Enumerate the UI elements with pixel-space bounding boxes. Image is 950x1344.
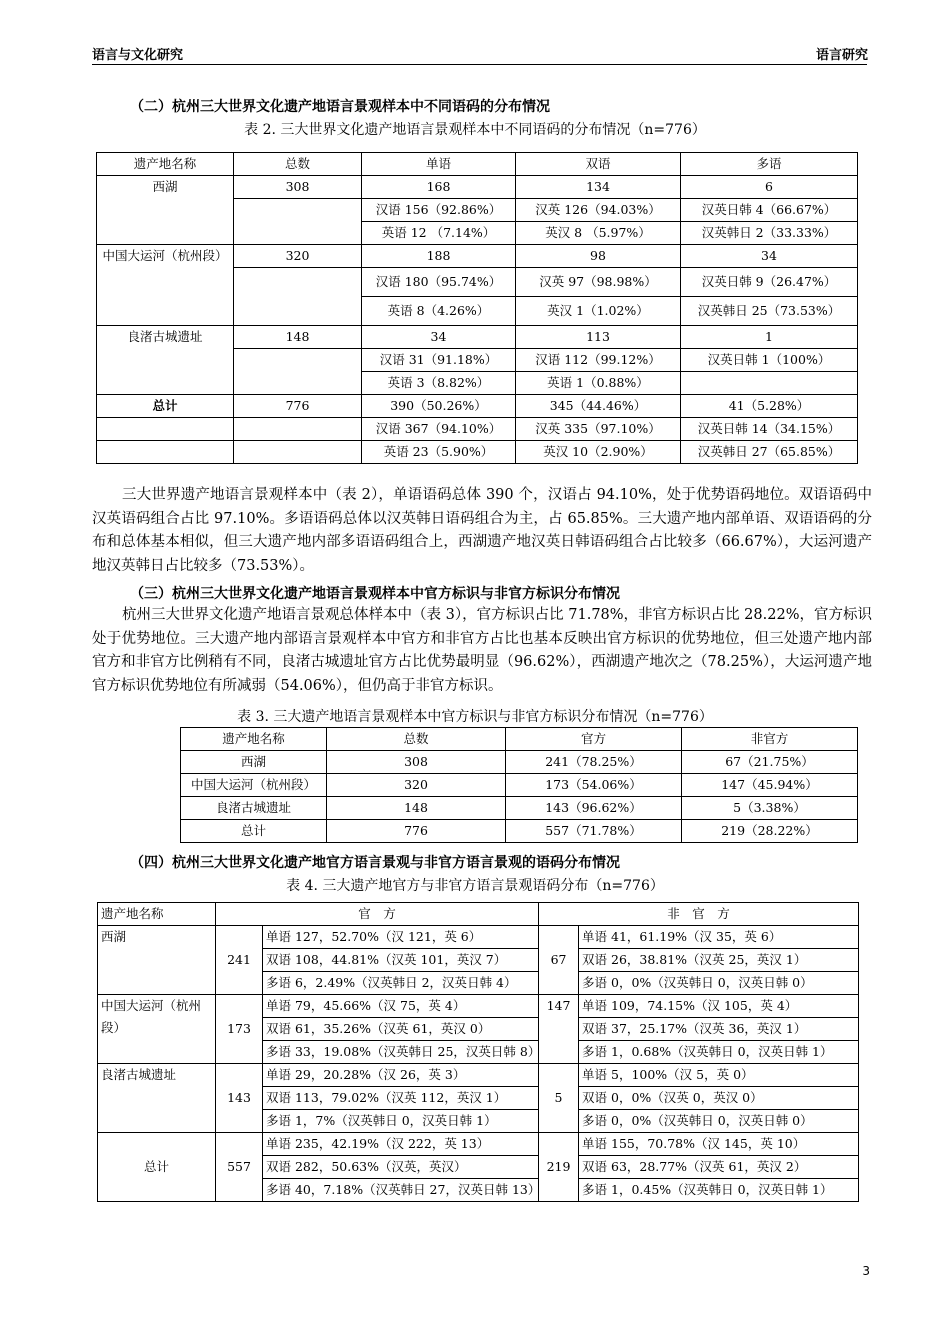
nonofficial-detail-cell: 单语 41，61.19%（汉 35，英 6） xyxy=(579,926,859,949)
detail-cell: 汉语 156（92.86%） xyxy=(362,199,516,222)
nonofficial-cell: 219（28.22%） xyxy=(682,820,858,843)
total-cell: 320 xyxy=(234,245,362,268)
official-detail-cell: 多语 33，19.08%（汉英韩日 25，汉英日韩 8） xyxy=(263,1041,539,1064)
nonofficial-detail-cell: 单语 155，70.78%（汉 145，英 10） xyxy=(579,1133,859,1156)
official-total-cell: 173 xyxy=(216,995,263,1064)
detail-cell: 英汉 10（2.90%） xyxy=(516,441,681,464)
section-3-paragraph: 杭州三大世界文化遗产地语言景观总体样本中（表 3），官方标识占比 71.78%，非官方标识占比 28.22%，官方标识处于优势地位。三大遗产地内部语言景观样本中官方和非官方占比也基本反映出官方标识的优势地位，但三处遗产地内部官方和非官方比例稍有不同，良渚古城遗址官方占比优势最明显（96.62%），西湖遗产地次之（78.25%），大运河遗产地官方标识优势地位有所减弱（54.06%），但仍高于非官方标识。 xyxy=(92,607,872,694)
table-header-cell: 遗产地名称 xyxy=(181,728,327,751)
bi-cell: 98 xyxy=(516,245,681,268)
nonofficial-detail-cell: 双语 26，38.81%（汉英 25，英汉 1） xyxy=(579,949,859,972)
site-cell: 中国大运河（杭州段） xyxy=(97,245,234,326)
mono-cell: 188 xyxy=(362,245,516,268)
table-header-cell: 单语 xyxy=(362,153,516,176)
empty-cell xyxy=(234,349,362,395)
official-cell: 173（54.06%） xyxy=(506,774,682,797)
detail-cell: 汉英日韩 4（66.67%） xyxy=(681,199,858,222)
site-cell: 西湖 xyxy=(97,176,234,245)
table-3 xyxy=(180,727,858,843)
empty-cell xyxy=(234,441,362,464)
table-header-cell: 多语 xyxy=(681,153,858,176)
official-total-cell: 557 xyxy=(216,1133,263,1202)
site-cell: 西湖 xyxy=(181,751,327,774)
empty-cell xyxy=(234,418,362,441)
bi-cell: 113 xyxy=(516,326,681,349)
detail-cell: 汉英 335（97.10%） xyxy=(516,418,681,441)
official-cell: 143（96.62%） xyxy=(506,797,682,820)
table-row xyxy=(181,774,858,797)
table-row xyxy=(181,751,858,774)
nonofficial-total-cell: 219 xyxy=(539,1133,579,1202)
table-row xyxy=(98,1064,859,1087)
nonofficial-detail-cell: 双语 37，25.17%（汉英 36，英汉 1） xyxy=(579,1018,859,1041)
multi-cell: 34 xyxy=(681,245,858,268)
nonofficial-detail-cell: 多语 1，0.45%（汉英韩日 0，汉英日韩 1） xyxy=(579,1179,859,1202)
table-header-cell: 非 官 方 xyxy=(539,903,859,926)
official-detail-cell: 多语 40，7.18%（汉英韩日 27，汉英日韩 13） xyxy=(263,1179,539,1202)
nonofficial-detail-cell: 双语 0，0%（汉英 0，英汉 0） xyxy=(579,1087,859,1110)
total-cell: 308 xyxy=(234,176,362,199)
detail-cell: 汉英日韩 14（34.15%） xyxy=(681,418,858,441)
table-row xyxy=(181,797,858,820)
multi-cell: 6 xyxy=(681,176,858,199)
detail-cell: 汉英韩日 27（65.85%） xyxy=(681,441,858,464)
nonofficial-cell: 147（45.94%） xyxy=(682,774,858,797)
table-row xyxy=(181,820,858,843)
detail-cell: 英语 3（8.82%） xyxy=(362,372,516,395)
official-detail-cell: 双语 61，35.26%（汉英 61，英汉 0） xyxy=(263,1018,539,1041)
detail-cell: 英汉 1（1.02%） xyxy=(516,297,681,326)
nonofficial-detail-cell: 多语 0，0%（汉英韩日 0，汉英日韩 0） xyxy=(579,1110,859,1133)
detail-cell: 汉英日韩 9（26.47%） xyxy=(681,268,858,297)
table-row xyxy=(97,418,858,441)
table-header-cell: 总数 xyxy=(327,728,506,751)
running-header-left: 语言与文化研究 xyxy=(92,48,184,63)
detail-cell: 汉英韩日 2（33.33%） xyxy=(681,222,858,245)
nonofficial-detail-cell: 多语 0，0%（汉英韩日 0，汉英日韩 0） xyxy=(579,972,859,995)
official-cell: 557（71.78%） xyxy=(506,820,682,843)
multi-cell: 41（5.28%） xyxy=(681,395,858,418)
empty-cell xyxy=(234,268,362,326)
table-2-caption: 表 2. 三大世界文化遗产地语言景观样本中不同语码的分布情况（n=776） xyxy=(244,122,706,138)
site-cell: 中国大运河（杭州段） xyxy=(181,774,327,797)
nonofficial-cell: 67（21.75%） xyxy=(682,751,858,774)
page-number: 3 xyxy=(862,1264,870,1278)
table-row xyxy=(97,245,858,268)
table-row xyxy=(97,441,858,464)
site-cell: 中国大运河（杭州段） xyxy=(98,995,216,1064)
official-detail-cell: 单语 29，20.28%（汉 26，英 3） xyxy=(263,1064,539,1087)
empty-cell xyxy=(97,441,234,464)
detail-cell: 英汉 8 （5.97%） xyxy=(516,222,681,245)
nonofficial-cell: 5（3.38%） xyxy=(682,797,858,820)
empty-cell xyxy=(234,199,362,245)
nonofficial-total-cell: 67 xyxy=(539,926,579,995)
mono-cell: 390（50.26%） xyxy=(362,395,516,418)
table-row xyxy=(97,326,858,349)
nonofficial-total-cell: 147 xyxy=(539,995,579,1064)
table-header-cell: 非官方 xyxy=(682,728,858,751)
table-header-cell: 遗产地名称 xyxy=(98,903,216,926)
detail-cell xyxy=(681,372,858,395)
official-detail-cell: 多语 1，7%（汉英韩日 0，汉英日韩 1） xyxy=(263,1110,539,1133)
official-detail-cell: 多语 6，2.49%（汉英韩日 2，汉英日韩 4） xyxy=(263,972,539,995)
table-row xyxy=(97,395,858,418)
official-detail-cell: 双语 108，44.81%（汉英 101，英汉 7） xyxy=(263,949,539,972)
table-row xyxy=(98,995,859,1018)
detail-cell: 汉语 112（99.12%） xyxy=(516,349,681,372)
detail-cell: 汉英日韩 1（100%） xyxy=(681,349,858,372)
section-3-heading: （三）杭州三大世界文化遗产地语言景观样本中官方标识与非官方标识分布情况 xyxy=(130,586,620,602)
site-cell: 总计 xyxy=(97,395,234,418)
detail-cell: 汉语 367（94.10%） xyxy=(362,418,516,441)
official-total-cell: 241 xyxy=(216,926,263,995)
table-header-cell: 遗产地名称 xyxy=(97,153,234,176)
nonofficial-total-cell: 5 xyxy=(539,1064,579,1133)
section-4-heading: （四）杭州三大世界文化遗产地官方语言景观与非官方语言景观的语码分布情况 xyxy=(130,855,620,871)
total-cell: 308 xyxy=(327,751,506,774)
detail-cell: 汉英韩日 25（73.53%） xyxy=(681,297,858,326)
section-2-heading: （二）杭州三大世界文化遗产地语言景观样本中不同语码的分布情况 xyxy=(130,99,550,115)
site-cell: 良渚古城遗址 xyxy=(98,1064,216,1133)
table-2 xyxy=(96,152,858,464)
header-rule xyxy=(92,64,867,65)
detail-cell: 英语 12 （7.14%） xyxy=(362,222,516,245)
detail-cell: 汉英 126（94.03%） xyxy=(516,199,681,222)
detail-cell: 英语 1（0.88%） xyxy=(516,372,681,395)
official-detail-cell: 单语 235，42.19%（汉 222，英 13） xyxy=(263,1133,539,1156)
table-row xyxy=(181,728,858,751)
table-row xyxy=(97,153,858,176)
table-row xyxy=(98,1133,859,1156)
running-header-right: 语言研究 xyxy=(815,48,868,63)
total-cell: 148 xyxy=(327,797,506,820)
mono-cell: 34 xyxy=(362,326,516,349)
official-total-cell: 143 xyxy=(216,1064,263,1133)
table-header-cell: 官方 xyxy=(506,728,682,751)
detail-cell: 汉语 31（91.18%） xyxy=(362,349,516,372)
nonofficial-detail-cell: 多语 1，0.68%（汉英韩日 0，汉英日韩 1） xyxy=(579,1041,859,1064)
detail-cell: 汉英 97（98.98%） xyxy=(516,268,681,297)
table-row xyxy=(98,903,859,926)
site-cell: 总计 xyxy=(181,820,327,843)
table-4 xyxy=(97,902,859,1202)
official-detail-cell: 双语 113，79.02%（汉英 112，英汉 1） xyxy=(263,1087,539,1110)
table-header-cell: 总数 xyxy=(234,153,362,176)
total-cell: 776 xyxy=(234,395,362,418)
official-detail-cell: 双语 282，50.63%（汉英，英汉） xyxy=(263,1156,539,1179)
empty-cell xyxy=(97,418,234,441)
site-cell: 良渚古城遗址 xyxy=(181,797,327,820)
table-3-caption: 表 3. 三大遗产地语言景观样本中官方标识与非官方标识分布情况（n=776） xyxy=(237,709,713,725)
bi-cell: 134 xyxy=(516,176,681,199)
official-detail-cell: 单语 79，45.66%（汉 75，英 4） xyxy=(263,995,539,1018)
site-cell: 良渚古城遗址 xyxy=(97,326,234,395)
nonofficial-detail-cell: 单语 5，100%（汉 5，英 0） xyxy=(579,1064,859,1087)
mono-cell: 168 xyxy=(362,176,516,199)
section-2-paragraph: 三大世界遗产地语言景观样本中（表 2），单语语码总体 390 个，汉语占 94.10%，处于优势语码地位。双语语码中汉英语码组合占比 97.10%。多语语码总体以汉英韩日语码组合为主，占 65.85%。三大遗产地内部单语、双语语码的分布和总体基本相似，但三大遗产地内部多语语码组合上，西湖遗产地汉英日韩语码组合占比较多（66.67%），大运河遗产地汉英韩日占比较多（73.53%）。 xyxy=(92,487,872,574)
table-row xyxy=(98,926,859,949)
multi-cell: 1 xyxy=(681,326,858,349)
official-detail-cell: 单语 127，52.70%（汉 121，英 6） xyxy=(263,926,539,949)
detail-cell: 英语 23（5.90%） xyxy=(362,441,516,464)
detail-cell: 汉语 180（95.74%） xyxy=(362,268,516,297)
table-header-cell: 双语 xyxy=(516,153,681,176)
nonofficial-detail-cell: 单语 109，74.15%（汉 105，英 4） xyxy=(579,995,859,1018)
bi-cell: 345（44.46%） xyxy=(516,395,681,418)
total-cell: 776 xyxy=(327,820,506,843)
total-cell: 148 xyxy=(234,326,362,349)
official-cell: 241（78.25%） xyxy=(506,751,682,774)
nonofficial-detail-cell: 双语 63，28.77%（汉英 61，英汉 2） xyxy=(579,1156,859,1179)
total-cell: 320 xyxy=(327,774,506,797)
table-header-cell: 官 方 xyxy=(216,903,539,926)
table-row xyxy=(97,176,858,199)
site-cell: 总计 xyxy=(98,1133,216,1202)
detail-cell: 英语 8（4.26%） xyxy=(362,297,516,326)
site-cell: 西湖 xyxy=(98,926,216,995)
table-4-caption: 表 4. 三大遗产地官方与非官方语言景观语码分布（n=776） xyxy=(286,878,664,894)
